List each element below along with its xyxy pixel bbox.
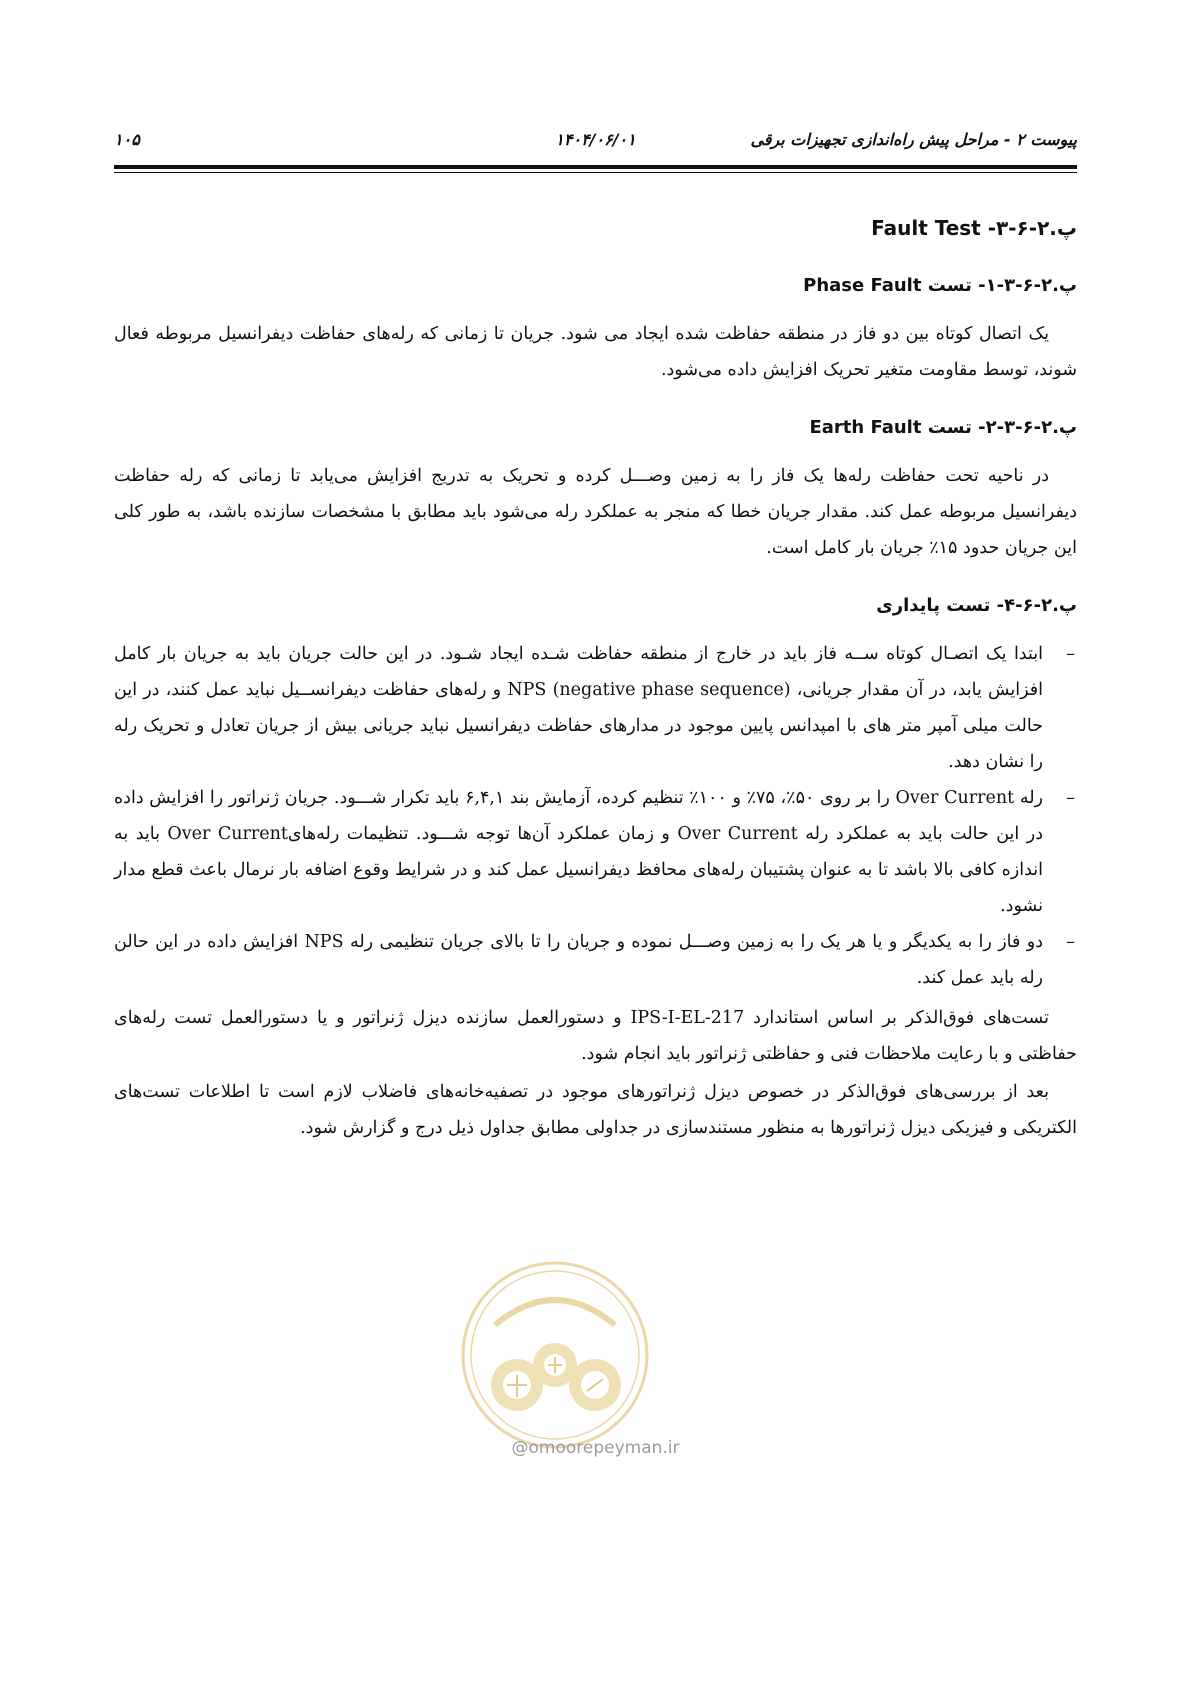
header-rule-thick xyxy=(114,165,1077,169)
document-body xyxy=(114,210,1077,1148)
dash-marker: – xyxy=(1066,932,1075,952)
standard-code: IPS-I-EL-217 xyxy=(630,1008,745,1028)
heading-number: پ.۲-۶-۳- xyxy=(987,216,1077,240)
bullet-text: ابتدا یک اتصـال کوتاه ســه فاز باید در خارج از منطقه حفاظت شـده ایجاد شـود. در این حالت جریان باید به جریان بار کامل افزایش یابد، در آن مقدار جریانی، xyxy=(114,644,1043,700)
watermark-url: @omoorepeyman.ir xyxy=(511,1438,680,1458)
header-rule-thin xyxy=(114,172,1077,173)
bullet-text: و زمان عملکرد آن‌ها توجه شـــود. تنظیمات رله‌های xyxy=(287,824,670,844)
bullet-text: و رله‌های حفاظت دیفرانســیل نباید عمل کنند، در این حالت میلی آمپر متر های با امپدانس پایین موجود در مدارهای حفاظت دیفرانسیل نباید جریانی بیش از جریان تعادل و تحریک رله را نشان دهد. xyxy=(114,680,1043,772)
paragraph-text: و دستورالعمل سازنده دیزل ژنراتور و یا دستورالعمل تست رله‌های حفاظتی و با رعایت ملاحظات فنی و حفاظتی ژنراتور باید انجام شود. xyxy=(114,1008,1077,1064)
page-number: ۱۰۵ xyxy=(114,130,140,149)
latin-term: Over Current xyxy=(677,824,798,844)
bullet-text: دو فاز را به یکدیگر و یا هر یک را به زمین وصـــل نموده و جریان را تا بالای جریان تنظیمی رله xyxy=(349,932,1043,952)
paragraph-phase-fault: یک اتصال کوتاه بین دو فاز در منطقه حفاظت شده ایجاد می شود. جریان تا زمانی که رله‌های حفاظت دیفرانسیل مربوطه فعال شوند، توسط مقاومت متغیر تحریک افزایش داده می‌شود. xyxy=(114,324,1077,380)
heading-number: پ.۲-۶-۳-۲- تست xyxy=(927,417,1077,438)
bullet-text: را بر روی ۵۰٪، ۷۵٪ و ۱۰۰٪ تنظیم کرده، آزمایش بند ۶,۴,۱ باید تکرار شـــود. جریان ژنراتور را افزایش داده در این حالت باید به عملکرد رله xyxy=(114,788,1043,844)
heading-fault-test xyxy=(114,210,1077,246)
heading-latin: Earth Fault xyxy=(809,417,922,438)
heading-earth-fault xyxy=(114,410,1077,446)
list-item xyxy=(114,636,1075,780)
paragraph-documentation: بعد از بررسی‌های فوق‌الذکر در خصوص دیزل ژنراتورهای موجود در تصفیه‌خانه‌های فاضلاب لازم است تا اطلاعات تست‌های الکتریکی و فیزیکی دیزل ژنراتورها به منظور مستندسازی در جداولی مطابق جداول ذیل درج و گزارش شود. xyxy=(114,1082,1077,1138)
running-header xyxy=(114,130,1077,156)
heading-stability-test: پ.۲-۶-۴- تست پایداری xyxy=(876,595,1077,616)
heading-latin: Fault Test xyxy=(871,216,981,240)
header-title: پیوست ۲ - مراحل پیش راه‌اندازی تجهیزات برقی xyxy=(750,130,1077,149)
list-item xyxy=(114,780,1075,924)
header-date: ۱۴۰۴/۰۶/۰۱ xyxy=(555,130,636,149)
latin-term: Over Current xyxy=(167,824,288,844)
watermark-logo xyxy=(455,1255,655,1455)
latin-term: Over Current xyxy=(895,788,1015,808)
latin-term: NPS xyxy=(304,932,344,952)
heading-latin: Phase Fault xyxy=(803,275,922,296)
dash-marker: – xyxy=(1066,644,1075,664)
stability-bullet-list xyxy=(114,636,1077,996)
latin-term: NPS (negative phase sequence) xyxy=(507,680,791,700)
bullet-text: افزایش داده در این حالن رله باید عمل کند. xyxy=(114,932,1043,988)
paragraph-earth-fault: در ناحیه تحت حفاظت رله‌ها یک فاز را به زمین وصـــل کرده و تحریک به تدریج افزایش می‌یابد تا زمانی که رله حفاظت دیفرانسیل مربوطه عمل کند. مقدار جریان خطا که منجر به عملکرد رله می‌شود باید مطابق با مشخصات سازنده باشد، به طور کلی این جریان حدود ۱۵٪ جریان بار کامل است. xyxy=(114,466,1077,558)
heading-number: پ.۲-۶-۳-۱- تست xyxy=(927,275,1077,296)
bullet-text: باید به اندازه کافی بالا باشد تا به عنوان پشتیبان رله‌های محافظ دیفرانسیل عمل کند و در شرایط وقوع اضافه بار نرمال باعث قطع مدار نشود. xyxy=(114,824,1043,916)
bullet-text: رله xyxy=(1019,788,1043,808)
heading-phase-fault xyxy=(114,268,1077,304)
paragraph-standard-reference xyxy=(114,1000,1077,1072)
paragraph-text: تست‌های فوق‌الذکر بر اساس استاندارد xyxy=(753,1008,1049,1028)
list-item xyxy=(114,924,1075,996)
dash-marker: – xyxy=(1066,788,1075,808)
